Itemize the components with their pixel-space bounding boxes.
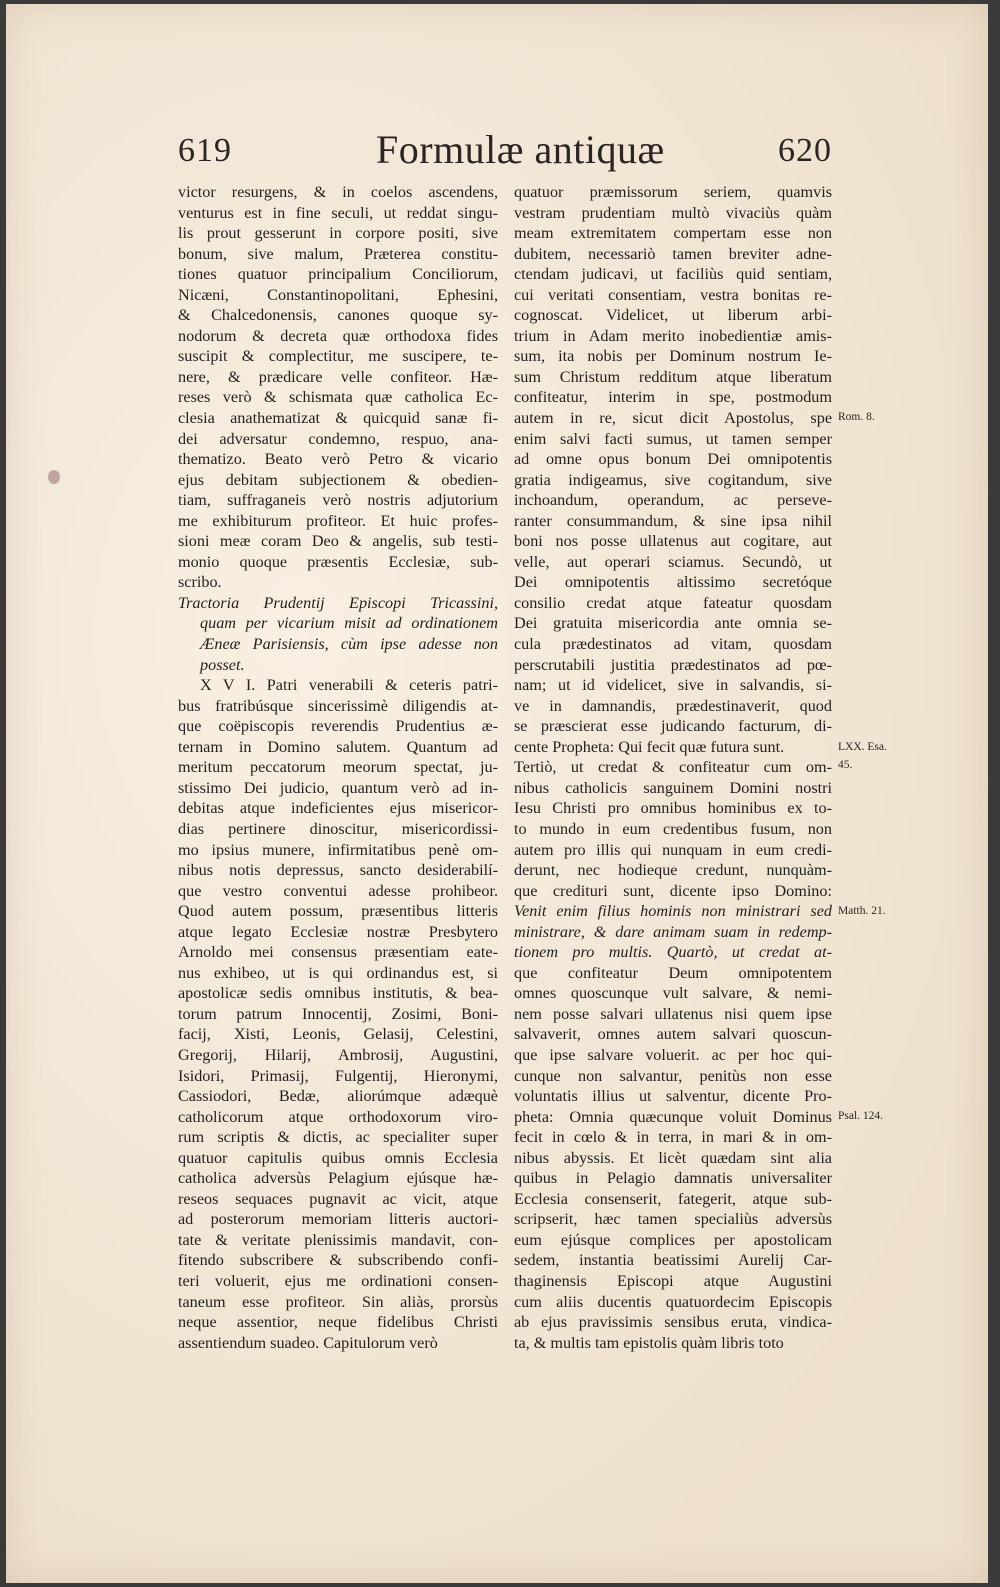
text-line: Venit enim filius hominis non ministrari sed [514, 902, 832, 921]
text-line: omnes quoscunque vult salvare, & nemi- [514, 984, 832, 1003]
text-line: enim salvi facti sumus, ut tamen semper [514, 429, 832, 448]
text-line: Cassiodori, Bedæ, aliorúmque adæquè [178, 1087, 498, 1106]
text-line: cui veritati consentiam, vestra bonitas re- [514, 285, 832, 304]
text-line: & Chalcedonensis, canones quoque sy- [178, 306, 498, 325]
text-line: meam extremitatem compertam esse non [514, 224, 832, 243]
text-line: catholica adversùs Pelagium ejúsque hæ- [178, 1169, 498, 1188]
text-line: ministrare, & dare animam suam in redemp- [514, 922, 832, 941]
text-line: eum ejúsque complices per apostolicam [514, 1230, 832, 1249]
text-line: quam per vicarium misit ad ordinationem [200, 614, 498, 633]
text-line: victor resurgens, & in coelos ascendens, [178, 183, 498, 201]
text-line: quibus in Pelagio damnatis universaliter [514, 1169, 832, 1188]
text-line: consilio credat atque fateatur quosdam [514, 593, 832, 612]
text-line: Æneæ Parisiensis, cùm ipse adesse non [200, 635, 498, 654]
text-line: scribo. [178, 573, 222, 592]
text-line: ta, & multis tam epistolis quàm libris toto [514, 1333, 784, 1352]
text-line: inchoandum, operandum, ac perseve- [514, 491, 832, 510]
text-line: rum scriptis & dictis, ac specialiter super [178, 1128, 498, 1147]
text-line: salvaverit, omnes autem salvari quoscun- [514, 1025, 832, 1044]
text-line: cunque non salvantur, penitùs non esse [514, 1066, 832, 1085]
text-line: vestram prudentiam multò vivaciùs quàm [514, 203, 832, 222]
text-line: que ipse salvare voluerit. ac per hoc qui- [514, 1045, 832, 1064]
text-line: venturus est in fine seculi, ut reddat singu- [178, 203, 498, 222]
text-line: dei adversatur condemno, respuo, ana- [178, 429, 498, 448]
text-line: trium in Adam merito inobedientiæ amis- [514, 326, 832, 345]
text-line: reseos sequaces pugnavit ac vicit, atque [178, 1189, 498, 1208]
text-line: X V I. Patri venerabili & ceteris patri- [200, 676, 498, 695]
text-line: meritum peccatorum meorum spectat, ju- [178, 758, 498, 777]
text-line: bus fratribúsque sincerissimè diligendis at- [178, 696, 498, 715]
page-number-left: 619 [178, 132, 232, 169]
text-line: quatuor capitulis quibus omnis Ecclesia [178, 1148, 498, 1167]
text-line: ab ejus pravissimis sensibus eruta, vindica- [514, 1313, 832, 1332]
text-line: nam; ut id videlicet, sive in salvandis, si- [514, 676, 832, 695]
text-line: Isidori, Primasij, Fulgentij, Hieronymi, [178, 1066, 498, 1085]
text-line: nem posse salvari ullatenus nisi quem ipse [514, 1004, 832, 1023]
text-line: clesia anathematizat & quicquid sanæ fi- [178, 409, 498, 428]
text-line: sioni meæ coram Deo & angelis, sub testi- [178, 532, 498, 551]
text-line: bonum, sive malum, Præterea constitu- [178, 244, 498, 263]
margin-note-matth: Matth. 21. [838, 905, 886, 917]
margin-note-esa-verse: 45. [838, 759, 853, 771]
text-line: teri voluerit, ejus me ordinationi consen- [178, 1271, 498, 1290]
text-line: Ecclesia consenserit, fategerit, atque sub- [514, 1189, 832, 1208]
text-line: ternam in Domino salutem. Quantum ad [178, 737, 498, 756]
text-line: nere, & prædicare velle confiteor. Hæ- [178, 367, 498, 386]
text-line: torum patrum Innocentij, Zosimi, Boni- [178, 1004, 498, 1023]
text-line: thematizo. Beato verò Petro & vicario [178, 450, 498, 469]
text-line: lis prout gesserunt in corpore positi, sive [178, 224, 498, 243]
running-title: Formulæ antiquæ [376, 127, 665, 172]
text-line: que credituri sunt, dicente ipso Domino: [514, 881, 832, 900]
text-line: debitas atque indeficientes ejus misericor- [178, 799, 498, 818]
text-line: nodorum & decreta quæ orthodoxa fides [178, 326, 498, 345]
text-line: que coëpiscopis reverendis Prudentius æ- [178, 717, 498, 736]
text-line: que vestro conventui adesse prohibeor. [178, 881, 498, 900]
page-header [6, 127, 988, 182]
text-line: sum, ita nobis per Dominum nostrum Ie- [514, 347, 832, 366]
text-line: cula prædestinatos ad vitam, quosdam [514, 635, 832, 654]
text-line: sedem, instantia beatissimi Aurelij Car- [514, 1251, 832, 1270]
page-number-right: 620 [778, 132, 832, 169]
text-line: gratia indigeamus, sive cogitandum, sive [514, 470, 832, 489]
text-line: ejus debitam subjectionem & obedien- [178, 470, 498, 489]
text-line: velle, aut operari sciamus. Secundò, ut [514, 552, 832, 571]
text-line: Dei gratuita misericordia ante omnia se- [514, 614, 832, 633]
text-line: dias pertinere dinoscitur, misericordissi- [178, 819, 498, 838]
text-line: me exhibiturum profiteor. Et huic profes- [178, 511, 498, 530]
text-line: nibus abyssis. Et licèt quædam sint alia [514, 1148, 832, 1167]
text-line: autem in re, sicut dicit Apostolus, spe [514, 409, 832, 428]
margin-note-rom: Rom. 8. [838, 411, 875, 423]
text-line: thaginensis Episcopi atque Augustini [514, 1271, 832, 1290]
text-line: cente Propheta: Qui fecit quæ futura sunt. [514, 737, 785, 756]
right-text-column [514, 182, 832, 1353]
text-line: tiam, suffraganeis verò nostris adjutorium [178, 491, 498, 510]
text-line: mo ipsius munere, infirmitatibus penè om- [178, 840, 498, 859]
text-line: posset. [200, 655, 245, 674]
text-line: neque assentior, neque fidelibus Christi [178, 1313, 498, 1332]
text-line: ctendam judicavi, ut faciliùs quid sentiam, [514, 265, 832, 284]
text-line: assentiendum suadeo. Capitulorum verò [178, 1333, 438, 1352]
book-page [6, 4, 988, 1583]
text-line: quatuor præmissorum seriem, quamvis [514, 183, 832, 201]
text-line: scripserit, hæc tamen specialiùs adversùs [514, 1210, 832, 1229]
text-line: tionem pro multis. Quartò, ut credat at- [514, 943, 832, 962]
text-line: dubitem, necessariò tamen breviter adne- [514, 244, 832, 263]
text-line: cum aliis ducentis quatuordecim Episcopis [514, 1292, 832, 1311]
text-line: Quod autem possum, præsentibus litteris [178, 902, 498, 921]
text-line: ad omne opus bonum Dei omnipotentis [514, 450, 832, 469]
margin-note-esa: LXX. Esa. [838, 741, 887, 753]
text-line: Iesu Christi pro omnibus hominibus ex to- [514, 799, 832, 818]
text-line: monio quoque præsentis Ecclesiæ, sub- [178, 552, 498, 571]
text-line: perscrutabili justitia prædestinatos ad pœ- [514, 655, 832, 674]
text-line: stissimo Dei judicio, quantum verò ad in- [178, 778, 498, 797]
text-line: taneum esse profiteor. Sin aliàs, prorsùs [178, 1292, 498, 1311]
text-line: Tractoria Prudentij Episcopi Tricassini, [178, 593, 498, 612]
text-line: pheta: Omnia quæcunque voluit Dominus [514, 1107, 832, 1126]
text-line: Gregorij, Hilarij, Ambrosij, Augustini, [178, 1045, 498, 1064]
left-text-column [178, 182, 498, 1353]
text-line: derunt, nec hodieque credunt, nunquàm- [514, 861, 832, 880]
text-line: tate & veritate plenissimis mandavit, con- [178, 1230, 498, 1249]
text-line: catholicorum atque orthodoxorum viro- [178, 1107, 498, 1126]
text-line: fecit in cœlo & in terra, in mari & in om- [514, 1128, 832, 1147]
text-line: nibus notis depressus, sancto desiderabilí- [178, 861, 498, 880]
text-line: apostolicæ sedis omnibus institutis, & bea- [178, 984, 498, 1003]
text-line: Tertiò, ut credat & confiteatur cum om- [514, 758, 832, 777]
text-line: que confiteatur Deum omnipotentem [514, 963, 832, 982]
text-line: fitendo subscribere & subscribendo confi- [178, 1251, 498, 1270]
text-line: nibus catholicis sanguinem Domini nostri [514, 778, 832, 797]
text-line: ve in damnandis, prædestinaverit, quod [514, 696, 832, 715]
text-line: Arnoldo mei consensus præsentiam eate- [178, 943, 498, 962]
text-line: ranter consummandum, & sine ipsa nihil [514, 511, 832, 530]
text-line: sum Christum redditum atque liberatum [514, 367, 832, 386]
text-line: boni nos posse ullatenus aut cogitare, aut [514, 532, 832, 551]
text-line: confiteatur, interim in spe, postmodum [514, 388, 832, 407]
text-line: voluntatis illius ut salventur, dicente Pro- [514, 1087, 832, 1106]
text-line: se præscierat esse judicando facturum, di- [514, 717, 832, 736]
text-line: reses verò & schismata quæ catholica Ec- [178, 388, 498, 407]
text-line: Nicæni, Constantinopolitani, Ephesini, [178, 285, 498, 304]
text-line: tiones quatuor principalium Conciliorum, [178, 265, 498, 284]
text-line: suscipit & complectitur, me suscipere, te- [178, 347, 498, 366]
text-line: autem pro illis qui nunquam in eum credi- [514, 840, 832, 859]
text-line: to mundo in eum credentibus fusum, non [514, 819, 832, 838]
ink-stain [48, 470, 60, 484]
text-line: facij, Xisti, Leonis, Gelasij, Celestini, [178, 1025, 498, 1044]
text-line: atque legato Ecclesiæ nostræ Presbytero [178, 922, 498, 941]
text-line: nus exhibeo, ut is qui ordinandus est, si [178, 963, 498, 982]
text-line: cognoscat. Videlicet, ut liberum arbi- [514, 306, 832, 325]
margin-note-psal: Psal. 124. [838, 1110, 884, 1122]
text-line: ad posterorum memoriam litteris auctori- [178, 1210, 498, 1229]
text-line: Dei omnipotentis altissimo secretóque [514, 573, 832, 592]
